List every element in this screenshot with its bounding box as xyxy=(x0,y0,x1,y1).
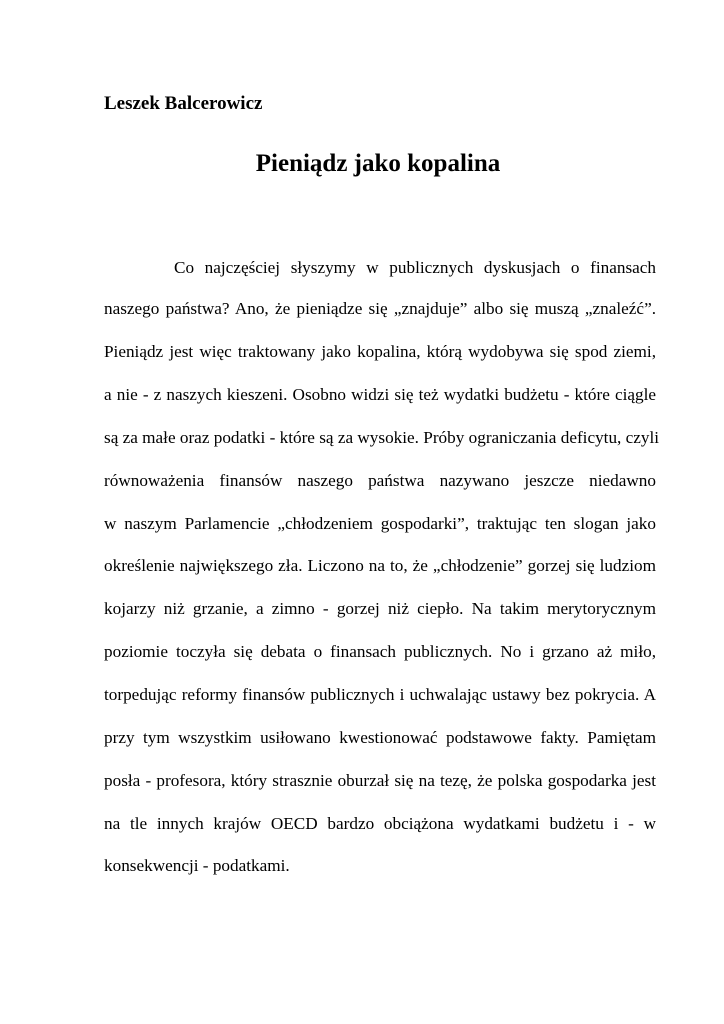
document-title-text: Pieniądz jako kopalina xyxy=(255,150,501,177)
document-title xyxy=(0,149,724,179)
paragraph-line: a nie - z naszych kieszeni. Osobno widzi się też wydatki budżetu - które ciągle xyxy=(104,385,656,404)
paragraph-line: Pieniądz jest więc traktowany jako kopalina, którą wydobywa się spod ziemi, xyxy=(104,342,656,361)
paragraph-line: poziomie toczyła się debata o finansach publicznych. No i grzano aż miło, xyxy=(104,642,656,661)
paragraph-line: są za małe oraz podatki - które są za wysokie. Próby ograniczania deficytu, czyli xyxy=(104,428,660,447)
paragraph-line: konsekwencji - podatkami. xyxy=(104,856,290,875)
paragraph-line: Co najczęściej słyszymy w publicznych dyskusjach o finansach xyxy=(174,258,656,277)
paragraph-line: równoważenia finansów naszego państwa nazywano jeszcze niedawno xyxy=(104,471,656,490)
paragraph-line: na tle innych krajów OECD bardzo obciążona wydatkami budżetu i - w xyxy=(104,814,656,833)
paragraph-line: torpedując reformy finansów publicznych i uchwalając ustawy bez pokrycia. A xyxy=(104,685,656,704)
paragraph-line: określenie największego zła. Liczono na to, że „chłodzenie” gorzej się ludziom xyxy=(104,556,656,575)
paragraph-line: w naszym Parlamencie „chłodzeniem gospodarki”, traktując ten slogan jako xyxy=(104,514,656,533)
author-name: Leszek Balcerowicz xyxy=(104,93,263,114)
paragraph-line: naszego państwa? Ano, że pieniądze się „znajduje” albo się muszą „znaleźć”. xyxy=(104,299,656,318)
paragraph-line: przy tym wszystkim usiłowano kwestionować podstawowe fakty. Pamiętam xyxy=(104,728,656,747)
paragraph-line: posła - profesora, który strasznie oburzał się na tezę, że polska gospodarka jest xyxy=(104,771,656,790)
paragraph-line: kojarzy niż grzanie, a zimno - gorzej niż ciepło. Na takim merytorycznym xyxy=(104,599,656,618)
